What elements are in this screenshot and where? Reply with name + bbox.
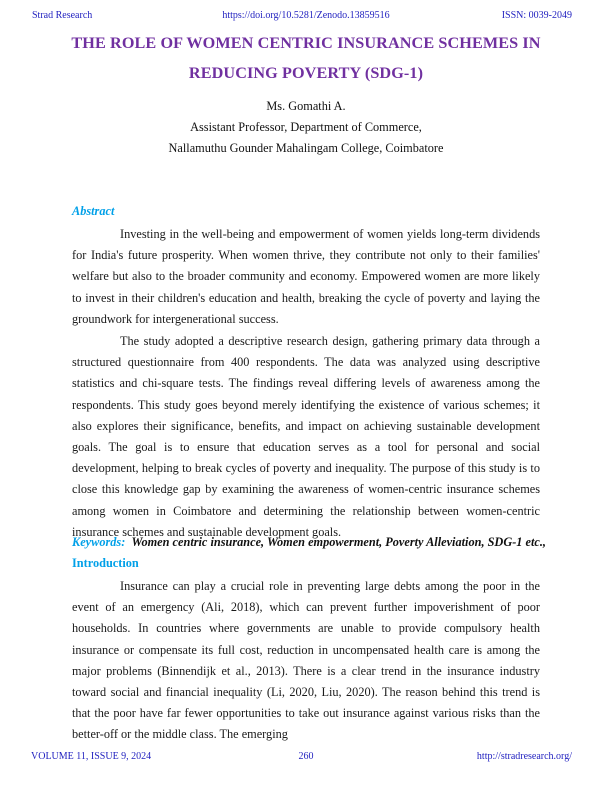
abstract-paragraph-2 [72,331,540,543]
issn: ISSN: 0039-2049 [501,10,572,21]
journal-url-link[interactable]: http://stradresearch.org/ [476,751,572,762]
abstract-paragraph-1 [72,224,540,330]
paper-title-line-2: REDUCING POVERTY (SDG-1) [188,64,424,82]
volume-issue: VOLUME 11, ISSUE 9, 2024 [31,751,152,762]
paragraph-text: Investing in the well-being and empowerment of women yields long-term dividends for India's future prosperity. When women thrive, they contribute not only to their families' welfare but also to the broader community and economy. Empowered women are more likely to invest in their children's education and health, breaking the cycle of poverty and laying the groundwork for intergenerational success. [72,227,540,326]
author-name: Ms. Gomathi A. [266,99,346,113]
journal-name: Strad Research [32,10,93,21]
keywords [72,535,552,550]
paper-title-line-1: THE ROLE OF WOMEN CENTRIC INSURANCE SCHEMES IN [71,34,541,52]
abstract-heading: Abstract [72,204,115,218]
keywords-label: Keywords: [72,535,126,549]
paragraph-text: The study adopted a descriptive research design, gathering primary data through a structured questionnaire from 400 respondents. The data was analyzed using descriptive statistics and chi-square tests. The findings reveal differing levels of awareness among the respondents. This study goes beyond merely identifying the existence of various schemes; it also explores their significance, benefits, and impact on achieving sustainable development goals. The goal is to ensure that education serves as a tool for personal and social development, helping to break cycles of poverty and inequality. The purpose of this study is to close this knowledge gap by examining the awareness of women-centric insurance schemes among women in Coimbatore and determining the relationship between women-centric insurance schemes and sustainable development goals. [72,334,540,539]
author-position: Assistant Professor, Department of Commerce, [190,120,422,134]
doi-link[interactable]: https://doi.org/10.5281/Zenodo.13859516 [222,10,390,21]
paragraph-text: Insurance can play a crucial role in preventing large debts among the poor in the event of an emergency (Ali, 2018), which can prevent further impoverishment of poor households. In countries where governments are unable to provide compulsory health insurance or compensate its full cost, reduction in uncompensated health care is among the major problems (Binnendijk et al., 2013). There is a clear trend in the insurance industry toward social and financial inequality (Li, 2020, Liu, 2020). The reason behind this trend is that the poor have far fewer opportunities to take out insurance against various risks than the better-off or the middle class. The emerging [72,579,540,742]
page-number: 260 [298,751,314,762]
keywords-value: Women centric insurance, Women empowerment, Poverty Alleviation, SDG-1 etc., [131,535,546,549]
introduction-paragraph [72,576,540,746]
introduction-heading: Introduction [72,556,139,570]
author-affiliation: Nallamuthu Gounder Mahalingam College, Coimbatore [168,141,444,155]
